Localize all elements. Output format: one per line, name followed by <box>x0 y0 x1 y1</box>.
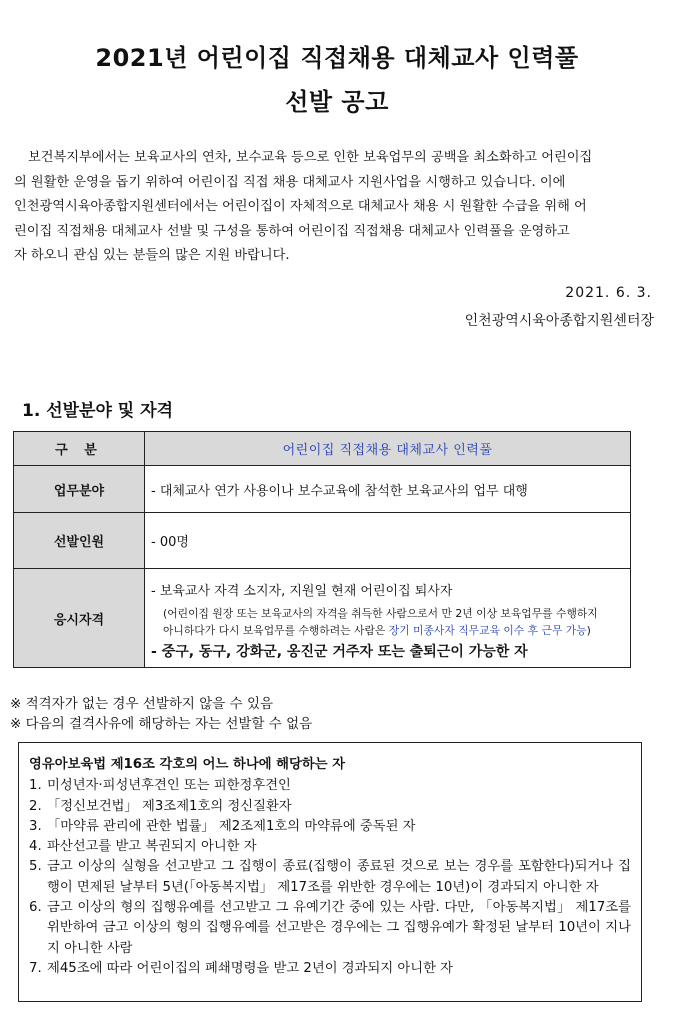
row-label-duty: 업무분야 <box>14 466 145 513</box>
page-subtitle: 선발 공고 <box>285 88 389 116</box>
intro-paragraph <box>14 146 660 269</box>
list-item <box>29 857 631 898</box>
section-heading: 1. 선발분야 및 자격 <box>22 401 173 421</box>
list-item <box>29 797 631 817</box>
qualification-note-text: 아니하다가 다시 보육업무를 수행하려는 사람은 <box>163 623 389 637</box>
selection-table <box>13 431 631 668</box>
intro-line: 의 원활한 운영을 돕기 위하여 어린이집 직접 채용 대체교사 지원사업을 시행하고 있습니다. 이에 <box>14 174 566 190</box>
intro-line: 자 하오니 관심 있는 분들의 많은 지원 바랍니다. <box>14 248 290 264</box>
table-header-category: 구 분 <box>14 432 145 466</box>
page-title: 2021년 어린이집 직접채용 대체교사 인력풀 <box>95 44 579 72</box>
item-text: 「마약류 관리에 관한 법률」 제2조제1호의 마약류에 중독된 자 <box>47 818 416 834</box>
item-number: 6. <box>29 900 42 916</box>
item-text: 제45조에 따라 어린이집의 폐쇄명령을 받고 2년이 경과되지 아니한 자 <box>47 960 454 976</box>
item-number: 7. <box>29 960 42 976</box>
disqualification-box <box>18 742 642 1002</box>
qualification-note-close: ) <box>586 623 591 637</box>
row-value-count: - 00명 <box>145 513 631 569</box>
item-number: 4. <box>29 839 42 855</box>
announcement-date: 2021. 6. 3. <box>565 285 652 301</box>
table-row <box>14 466 631 513</box>
list-item <box>29 837 631 857</box>
intro-line: 인천광역시육아종합지원센터에서는 어린이집이 자체적으로 대체교사 채용 시 원활한 수급을 위해 어 <box>14 199 587 215</box>
qualification-line: - 보육교사 자격 소지자, 지원일 현재 어린이집 퇴사자 <box>151 583 453 599</box>
issuing-organization: 인천광역시육아종합지원센터장 <box>464 313 654 329</box>
item-text: 미성년자·피성년후견인 또는 피한정후견인 <box>47 778 291 794</box>
list-item <box>29 898 631 959</box>
note-item: ※ 적격자가 없는 경우 선발하지 않을 수 있음 <box>10 696 274 712</box>
notes <box>10 694 312 734</box>
list-item <box>29 959 631 979</box>
row-label-qualification: 응시자격 <box>14 569 145 668</box>
list-item <box>29 817 631 837</box>
list-item <box>29 776 631 796</box>
item-number: 5. <box>29 859 42 875</box>
row-value-qualification <box>145 569 631 668</box>
row-label-count: 선발인원 <box>14 513 145 569</box>
item-text: 금고 이상의 형의 집행유예를 선고받고 그 유예기간 중에 있는 사람. 다만, 「아동복지법」 제17조를 위반하여 금고 이상의 형의 집행유예를 선고받은 경우에는 그 집행유예가 확정된 날부터 10년이 지나지 아니한 사람 <box>47 900 631 956</box>
table-row <box>14 569 631 668</box>
qualification-note <box>163 605 629 639</box>
intro-line: 보건복지부에서는 보육교사의 연차, 보수교육 등으로 인한 보육업무의 공백을 최소화하고 어린이집 <box>28 150 593 165</box>
item-number: 2. <box>29 798 42 814</box>
row-value-duty: - 대체교사 연가 사용이나 보수교육에 참석한 보육교사의 업무 대행 <box>145 466 631 513</box>
item-text: 「정신보건법」 제3조제1호의 정신질환자 <box>47 798 292 814</box>
item-number: 3. <box>29 818 42 834</box>
table-header-row <box>14 432 631 466</box>
item-text: 금고 이상의 실형을 선고받고 그 집행이 종료(집행이 종료된 것으로 보는 경우를 포함한다)되거나 집행이 면제된 날부터 5년(「아동복지법」 제17조를 위반한 경우에는 10년)이 경과되지 아니한 자 <box>47 859 631 895</box>
table-header-pool: 어린이집 직접채용 대체교사 인력풀 <box>145 432 631 466</box>
item-number: 1. <box>29 778 42 794</box>
qualification-note-highlight: 장기 미종사자 직무교육 이수 후 근무 가능 <box>388 623 587 637</box>
qualification-residence: - 중구, 동구, 강화군, 옹진군 거주자 또는 출퇴근이 가능한 자 <box>151 643 528 660</box>
qualification-note-text: (어린이집 원장 또는 보육교사의 자격을 취득한 사람으로서 만 2년 이상 보육업무를 수행하지 <box>163 606 598 620</box>
disqualification-heading: 영유아보육법 제16조 각호의 어느 하나에 해당하는 자 <box>29 757 346 772</box>
note-item: ※ 다음의 결격사유에 해당하는 자는 선발할 수 없음 <box>10 716 313 732</box>
table-row <box>14 513 631 569</box>
item-text: 파산선고를 받고 복권되지 아니한 자 <box>47 839 257 855</box>
intro-line: 린이집 직접채용 대체교사 선발 및 구성을 통하여 어린이집 직접채용 대체교사 인력풀을 운영하고 <box>14 223 570 239</box>
